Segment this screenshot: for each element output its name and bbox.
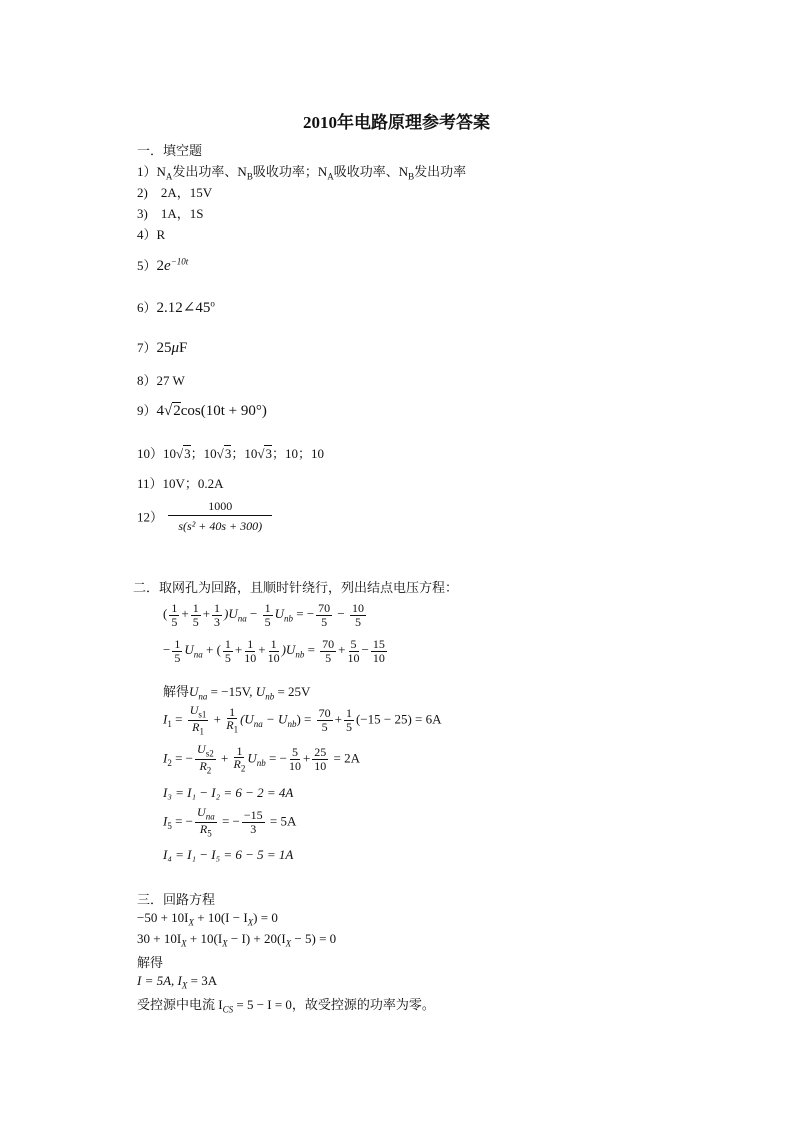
answer-12: 12） $\frac{1000}{\text{s(s² + 40s + 300)}}$: [137, 500, 274, 532]
answer-1: $1)N_A$发出功率、$N_B$吸收功率；$N_A$吸收功率、$N_B$发出功率: [137, 164, 467, 182]
solution-line: 解得$U_{na} = -15V$, $U_{nb} = 25V$: [163, 684, 311, 702]
solve-label: 解得: [137, 955, 164, 970]
loop-equation-2: $30 + 10I_X + 10(I_X - I) + 20(I_X - 5) = 0$: [137, 931, 337, 949]
current-i2: $I_2$ = − $\frac{U_{s2}}{R_2}$ + $\frac{1}{R_2}$ $U_{nb}$ = − $\frac{5}{10}$ + $\frac{25}{10}$ = 2A: [163, 742, 361, 776]
answer-10: 10）10√3；10√3；10√3；10；10: [137, 446, 324, 461]
answer-4: 4）R: [137, 227, 166, 242]
answer-9: 9）4√2cos(10t + 90°): [137, 403, 267, 419]
final-conclusion: 受控源中电流 $I_{CS} = 5 - I = 0$，故受控源的功率为零。: [137, 997, 435, 1015]
answer-6: 6）2.12∠45$^o$: [137, 298, 215, 316]
answer-7: 7）25μF: [137, 340, 188, 356]
current-i1: $I_1$ = $\frac{U_{s1}}{R_1}$ + $\frac{1}{R_1}$ $(U_{na} - U_{nb})$ = $\frac{70}{5}$ + $\frac{1}{5}$ (−15 − 25) = 6A: [163, 703, 442, 737]
equation-2: − $\frac{1}{5}$ $U_{na}$ + ( $\frac{1}{5}$ + $\frac{1}{10}$ + $\frac{1}{10}$ )$U_{nb}$ = $\frac{70}{5}$ + $\frac{5}{10}$ − $\frac{15}{10}$: [163, 637, 385, 665]
current-i4: I₄ = I₁ − I₅ = 6 − 5 = 1A: [163, 847, 294, 862]
current-i3: I₃ = I₁ − I₂ = 6 − 2 = 4A: [163, 785, 294, 800]
loop-result: I = 5A, $I_X = 3A$: [137, 973, 218, 991]
answer-5: $5)2e^{-10t}$: [137, 256, 189, 274]
current-i5: $I_5$ = − $\frac{U_{na}}{R_5}$ = − $\frac{-15}{3}$ = 5A: [163, 805, 297, 839]
answer-11: 11）10V；0.2A: [137, 476, 224, 491]
answer-2: 2) 2A，15V: [137, 185, 213, 200]
equation-1: ( $\frac{1}{5}$ + $\frac{1}{5}$ + $\frac{1}{3}$ )$U_{na}$ − $\frac{1}{5}$ $U_{nb}$ = − $\frac{70}{5}$ − $\frac{10}{5}$: [163, 601, 364, 629]
loop-equation-1: $-50 + 10I_X + 10(I - I_X) = 0$: [137, 910, 278, 928]
section2-heading: 二．取网孔为回路，且顺时针绕行，列出结点电压方程：: [133, 580, 459, 595]
section3-heading: 三．回路方程: [137, 892, 216, 907]
section1-heading: 一．填空题: [137, 143, 203, 158]
answer-3: 3) 1A，1S: [137, 206, 204, 221]
page-title: 2010年电路原理参考答案: [303, 113, 490, 132]
answer-8: 8）27 W: [137, 373, 185, 388]
